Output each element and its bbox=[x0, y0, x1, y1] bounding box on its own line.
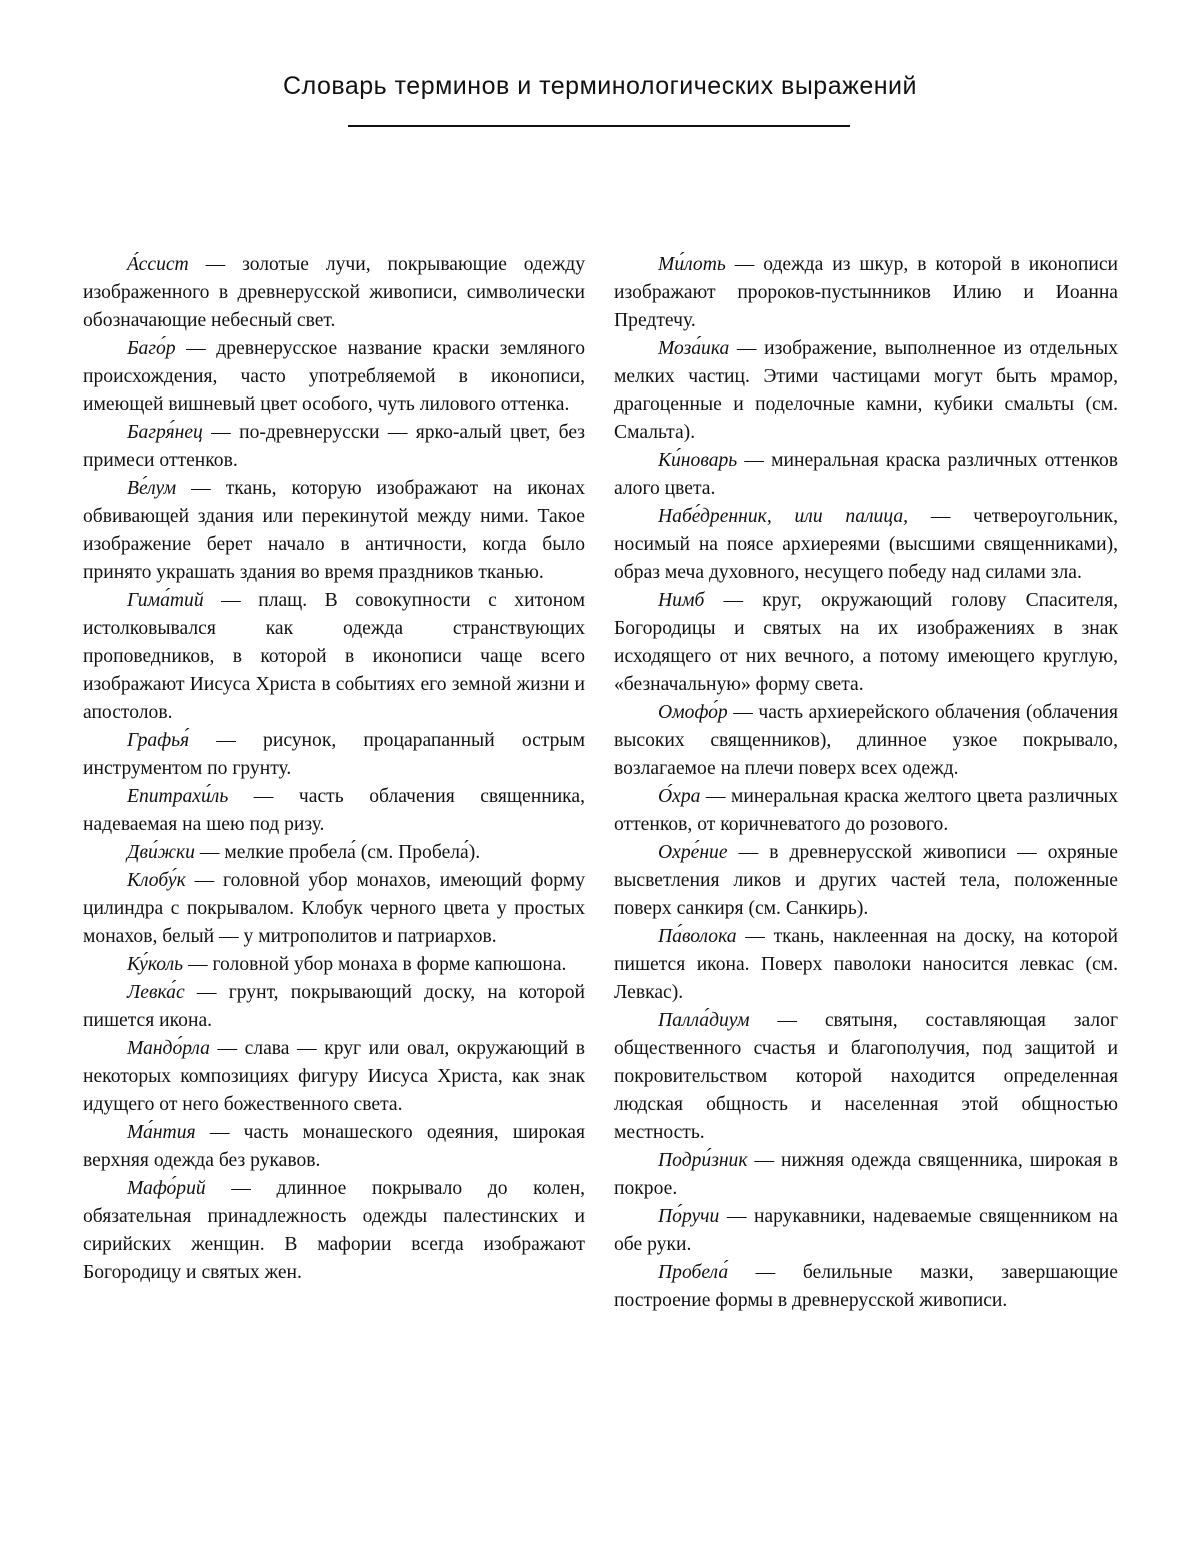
glossary-definition: часть монашеского одеяния, широкая верхняя одежда без рукавов. bbox=[83, 1122, 585, 1171]
glossary-definition: минеральная краска желтого цвета различных оттенков, от коричневатого до розового. bbox=[614, 786, 1118, 835]
glossary-term: Ми́лоть bbox=[658, 254, 726, 275]
term-dash: — bbox=[700, 786, 731, 807]
glossary-definition: ткань, которую изображают на иконах обвивающей здания или перекинутой между ними. Такое изображение берет начало в античности, когда было принято украшать здания во время праздников тканью. bbox=[83, 478, 585, 583]
glossary-entry bbox=[83, 1119, 585, 1175]
glossary-entry bbox=[614, 1007, 1118, 1147]
term-dash: — bbox=[183, 954, 213, 975]
glossary-entry bbox=[614, 699, 1118, 783]
glossary-term: Багря́нец bbox=[127, 422, 203, 443]
glossary-entry bbox=[83, 839, 585, 867]
glossary-definition: слава — круг или овал, окружающий в некоторых композициях фигуру Иисуса Христа, как знак идущего от него божественного света. bbox=[83, 1038, 585, 1115]
term-dash: — bbox=[719, 1206, 754, 1227]
glossary-entry bbox=[614, 447, 1118, 503]
glossary-definition: длинное покрывало до колен, обязательная принадлежность одежды палестинских и сирийских женщин. В мафории всегда изображают Богородицу и святых жен. bbox=[83, 1178, 585, 1283]
term-dash: — bbox=[737, 450, 772, 471]
glossary-definition: изображение, выполненное из отдельных мелких частиц. Этими частицами могут быть мрамор, драгоценные и поделочные камни, кубики смальты (см. Смальта). bbox=[614, 338, 1119, 443]
page-title: Словарь терминов и терминологических выражений bbox=[283, 72, 917, 100]
glossary-definition: нижняя одежда священника, широкая в покрое. bbox=[614, 1150, 1119, 1199]
glossary-entry bbox=[83, 251, 585, 335]
glossary-entry bbox=[83, 1175, 585, 1287]
glossary-definition: ткань, наклеенная на доску, на которой пишется икона. Поверх паволоки наносится левкас (см. Левкас). bbox=[614, 926, 1118, 1003]
glossary-entry bbox=[83, 335, 585, 419]
term-dash: — bbox=[184, 982, 229, 1003]
term-dash: — bbox=[727, 842, 770, 863]
glossary-entry bbox=[614, 1203, 1118, 1259]
glossary-term: Гима́тий bbox=[127, 590, 204, 611]
glossary-entry bbox=[614, 1147, 1118, 1203]
glossary-column-left bbox=[83, 251, 585, 1287]
glossary-term: Мандо́рла bbox=[127, 1038, 210, 1059]
glossary-entry bbox=[614, 923, 1118, 1007]
term-dash: — bbox=[736, 926, 774, 947]
glossary-definition: нарукавники, надеваемые священником на обе руки. bbox=[614, 1206, 1118, 1255]
term-dash: — bbox=[189, 730, 264, 751]
term-dash: — bbox=[205, 1178, 277, 1199]
glossary-term: Пробела́ bbox=[658, 1262, 729, 1283]
glossary-term: О́хра bbox=[658, 786, 701, 807]
glossary-definition: золотые лучи, покрывающие одежду изображенного в древнерусской живописи, символически обозначающие небесный свет. bbox=[83, 254, 585, 331]
glossary-entry bbox=[83, 727, 585, 783]
glossary-term: А́ссист bbox=[127, 254, 189, 275]
glossary-term: Графья́ bbox=[127, 730, 190, 751]
term-dash: — bbox=[175, 338, 217, 359]
glossary-definition: головной убор монаха в форме капюшона. bbox=[212, 954, 567, 975]
term-dash: — bbox=[203, 590, 259, 611]
glossary-entry bbox=[614, 839, 1118, 923]
glossary-term: Моза́ика bbox=[658, 338, 730, 359]
glossary-definition: в древнерусской живописи — охряные высветления ликов и других частей тела, положенные поверх санкиря (см. Санкирь). bbox=[614, 842, 1119, 919]
glossary-definition: по-древнерусски — ярко-алый цвет, без примеси оттенков. bbox=[83, 422, 585, 471]
term-dash: — bbox=[228, 786, 299, 807]
glossary-definition: головной убор монахов, имеющий форму цилиндра с покрывалом. Клобук черного цвета у простых монахов, белый — у митрополитов и патриархов. bbox=[83, 870, 585, 947]
glossary-entry bbox=[614, 587, 1118, 699]
glossary-definition: древнерусское название краски земляного происхождения, часто употребляемой в иконописи, имеющей вишневый цвет особого, чуть лилового оттенка. bbox=[83, 338, 586, 415]
glossary-term: Нимб bbox=[658, 590, 705, 611]
term-dash: — bbox=[202, 422, 240, 443]
glossary-entry bbox=[614, 251, 1118, 335]
glossary-term: Ку́коль bbox=[127, 954, 184, 975]
glossary-term: Баго́р bbox=[127, 338, 176, 359]
glossary-definition: часть облачения священника, надеваемая на шею под ризу. bbox=[83, 786, 585, 835]
term-dash: — bbox=[729, 338, 765, 359]
term-dash: — bbox=[747, 1150, 782, 1171]
glossary-entry bbox=[83, 475, 585, 587]
term-dash: — bbox=[725, 254, 764, 275]
glossary-term: Набе́дренник, или палица, bbox=[658, 506, 909, 527]
glossary-entry bbox=[83, 867, 585, 951]
term-dash: — bbox=[727, 702, 759, 723]
glossary-term: Дви́жки bbox=[127, 842, 195, 863]
glossary-entry bbox=[83, 419, 585, 475]
glossary-term: Подри́зник bbox=[658, 1150, 748, 1171]
glossary-definition: плащ. В совокупности с хитоном истолковывался как одежда странствующих проповедников, в которой в иконописи чаще всего изображают Иисуса Христа в событиях его земной жизни и апостолов. bbox=[83, 590, 586, 723]
term-dash: — bbox=[704, 590, 763, 611]
glossary-entry bbox=[83, 783, 585, 839]
glossary-term: Ма́нтия bbox=[127, 1122, 196, 1143]
glossary-definition: одежда из шкур, в которой в иконописи изображают пророков-пустынников Илию и Иоанна Предтечу. bbox=[614, 254, 1118, 331]
glossary-definition: минеральная краска различных оттенков алого цвета. bbox=[614, 450, 1118, 499]
term-dash: — bbox=[749, 1010, 825, 1031]
glossary-term: Мафо́рий bbox=[127, 1178, 206, 1199]
glossary-term: Левка́с bbox=[127, 982, 185, 1003]
glossary-definition: мелкие пробела́ (см. Пробела́). bbox=[224, 842, 481, 863]
glossary-entry bbox=[614, 1259, 1118, 1315]
term-dash: — bbox=[728, 1262, 803, 1283]
glossary-column-right bbox=[614, 251, 1118, 1315]
glossary-term: Клобу́к bbox=[127, 870, 186, 891]
glossary-term: Охре́ние bbox=[658, 842, 728, 863]
term-dash: — bbox=[209, 1038, 245, 1059]
term-dash: — bbox=[185, 870, 224, 891]
glossary-entry bbox=[614, 335, 1118, 447]
term-dash: — bbox=[194, 842, 225, 863]
glossary-term: Па́волока bbox=[658, 926, 737, 947]
glossary-entry bbox=[83, 1035, 585, 1119]
glossary-term: Палла́диум bbox=[658, 1010, 750, 1031]
title-divider bbox=[348, 125, 850, 127]
glossary-term: Ки́новарь bbox=[658, 450, 738, 471]
glossary-definition: часть архиерейского облачения (облачения высоких священников), длинное узкое покрывало, возлагаемое на плечи поверх всех одежд. bbox=[614, 702, 1118, 779]
glossary-definition: четвероугольник, носимый на поясе архиереями (высшими священниками), образ меча духовного, несущего победу над силами зла. bbox=[614, 506, 1118, 583]
glossary-term: Епитрахи́ль bbox=[127, 786, 229, 807]
glossary-entry bbox=[83, 587, 585, 727]
glossary-term: Ве́лум bbox=[127, 478, 177, 499]
glossary-definition: круг, окружающий голову Спасителя, Богородицы и святых на их изображениях в знак исходящего от них вечного, а потому имеющего круглую, «безначальную» форму света. bbox=[614, 590, 1118, 695]
glossary-entry bbox=[83, 979, 585, 1035]
glossary-definition: грунт, покрывающий доску, на которой пишется икона. bbox=[83, 982, 585, 1031]
term-dash: — bbox=[195, 1122, 244, 1143]
glossary-definition: рисунок, процарапанный острым инструментом по грунту. bbox=[83, 730, 585, 779]
glossary-term: Омофо́р bbox=[658, 702, 728, 723]
glossary-definition: белильные мазки, завершающие построение формы в древнерусской живописи. bbox=[614, 1262, 1118, 1311]
term-dash: — bbox=[908, 506, 974, 527]
glossary-definition: святыня, составляющая залог общественного счастья и благополучия, под защитой и покровительством которой находится определенная людская общность и населенная этой общностью местность. bbox=[614, 1010, 1118, 1143]
glossary-entry bbox=[614, 783, 1118, 839]
glossary-entry bbox=[614, 503, 1118, 587]
glossary-term: По́ручи bbox=[658, 1206, 720, 1227]
glossary-entry bbox=[83, 951, 585, 979]
term-dash: — bbox=[188, 254, 243, 275]
term-dash: — bbox=[176, 478, 226, 499]
